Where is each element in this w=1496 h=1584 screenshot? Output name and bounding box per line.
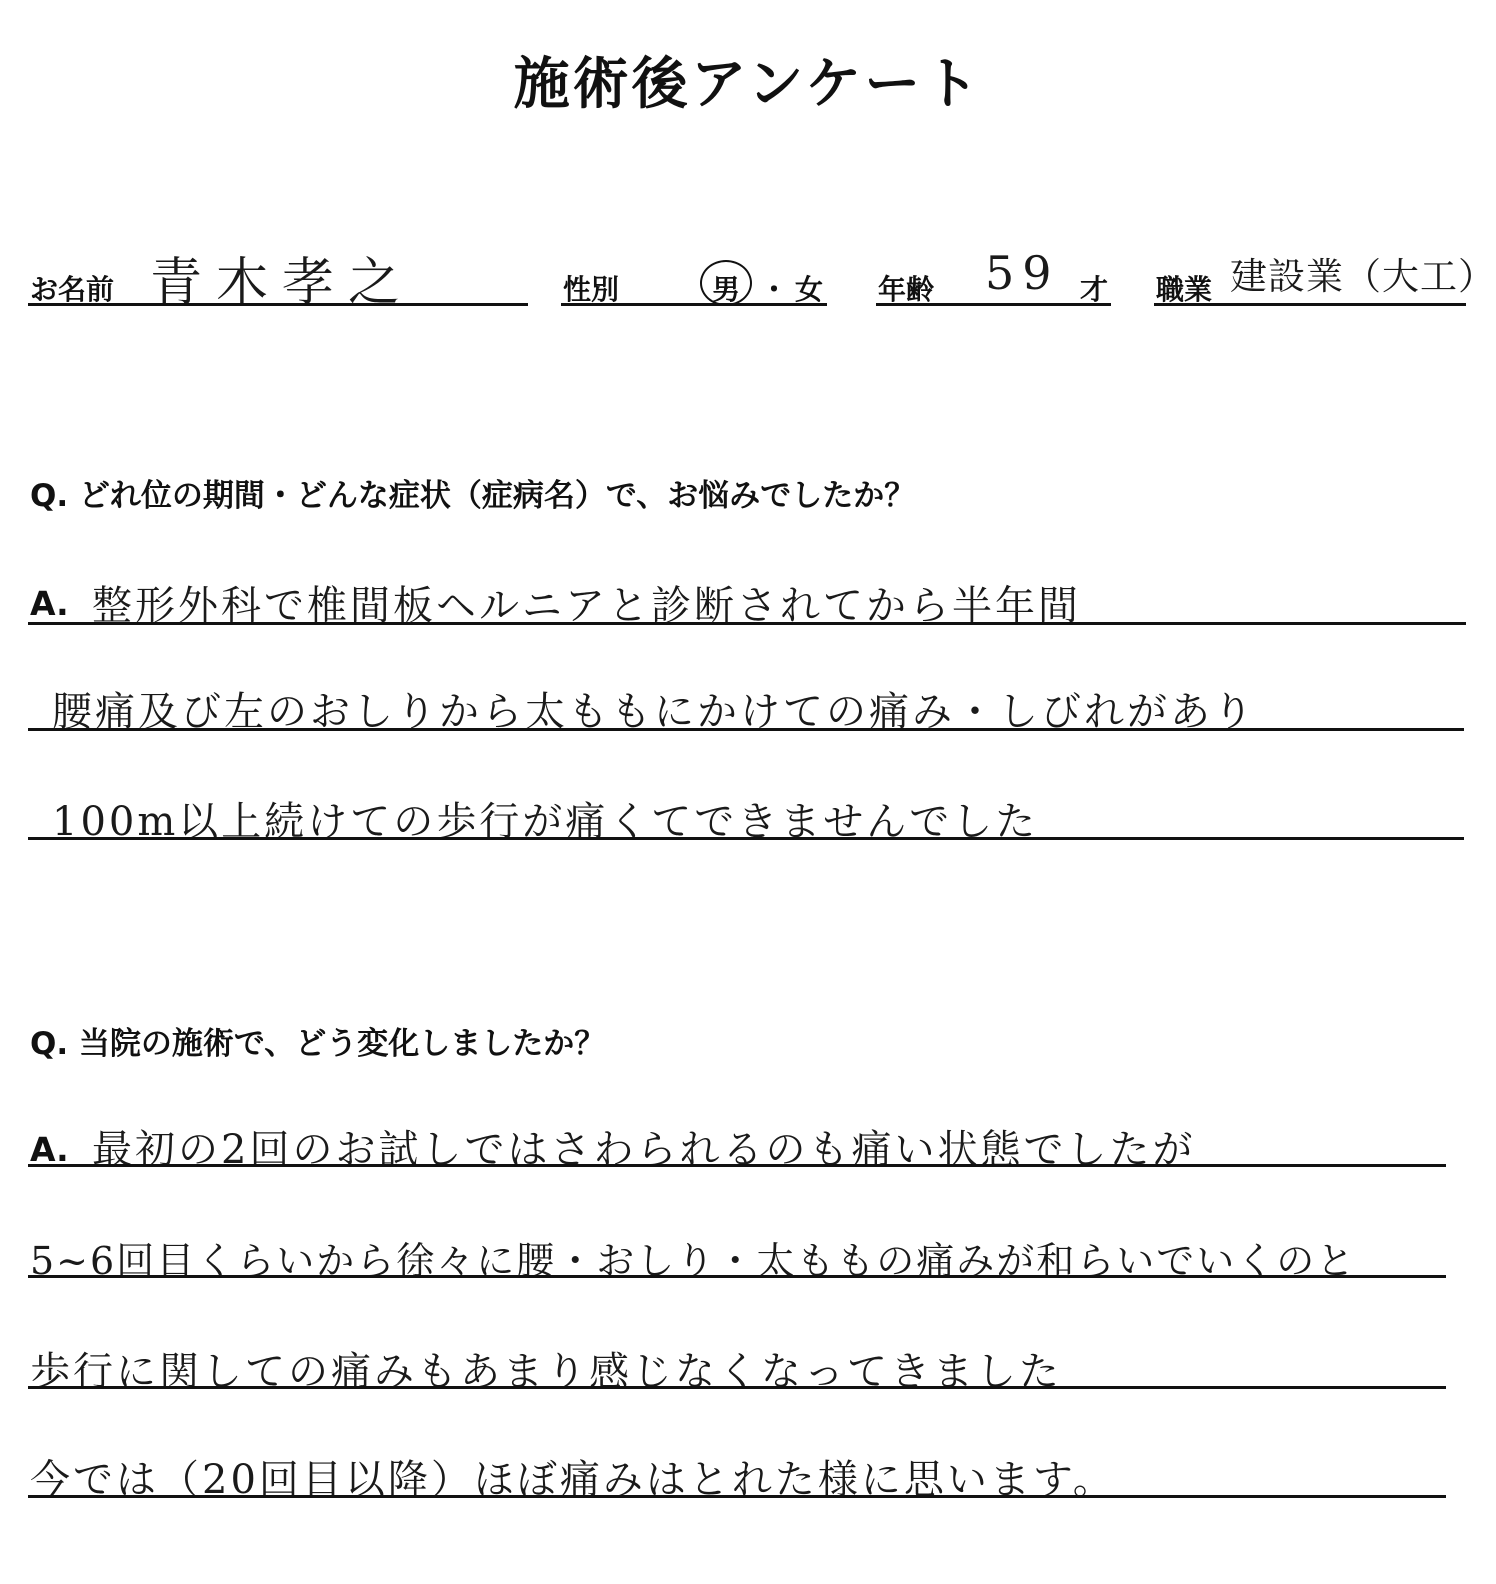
answer-1-rule-3 — [28, 837, 1464, 840]
answer-1-rule-1 — [28, 622, 1466, 625]
answer-2-line-2: 5~6回目くらいから徐々に腰・おしり・太ももの痛みが和らいでいくのと — [30, 1239, 1357, 1283]
gender-separator: ・ — [760, 273, 789, 306]
age-label: 年齢 — [878, 273, 935, 306]
occupation-underline — [1154, 303, 1466, 306]
question-2: Q. 当院の施術で、どう変化しましたか？ — [30, 1026, 606, 1062]
answer-1-line-2: 腰痛及び左のおしりから太ももにかけての痛み・しびれがあり — [52, 689, 1256, 735]
occupation-value: 建設業（大工） — [1230, 255, 1496, 298]
gender-female: 女 — [795, 273, 824, 306]
name-label: お名前 — [30, 273, 115, 306]
answer-1-label: A. — [30, 584, 69, 623]
answer-2-line-3: 歩行に関しての痛みもあまり感じなくなってきました — [30, 1349, 1062, 1395]
answer-2-rule-2 — [28, 1275, 1446, 1278]
name-underline — [28, 303, 528, 306]
answer-2-rule-3 — [28, 1386, 1446, 1389]
answer-1-rule-2 — [28, 728, 1464, 731]
answer-2-line-4: 今では（20回目以降）ほぼ痛みはとれた様に思います。 — [30, 1457, 1116, 1503]
gender-label: 性別 — [563, 273, 620, 306]
gender-male: 男 — [712, 273, 741, 306]
answer-2-rule-1 — [28, 1164, 1446, 1167]
page-title: 施術後アンケート — [513, 52, 983, 117]
age-unit: 才 — [1080, 273, 1109, 306]
answer-2-line-1: 最初の2回のお試しではさわられるのも痛い状態でしたが — [92, 1127, 1196, 1173]
age-value: 59 — [985, 246, 1060, 300]
occupation-label: 職業 — [1156, 273, 1213, 306]
answer-1-line-3: 100m以上続けての歩行が痛くてできませんでした — [52, 799, 1039, 845]
question-1: Q. どれ位の期間・どんな症状（症病名）で、お悩みでしたか？ — [30, 478, 916, 514]
answer-1-line-1: 整形外科で椎間板ヘルニアと診断されてから半年間 — [92, 583, 1081, 629]
answer-2-rule-4 — [28, 1495, 1446, 1498]
answer-2-label: A. — [30, 1130, 69, 1169]
age-underline — [876, 303, 1111, 306]
gender-underline — [561, 303, 827, 306]
name-value: 青木孝之 — [150, 253, 415, 313]
